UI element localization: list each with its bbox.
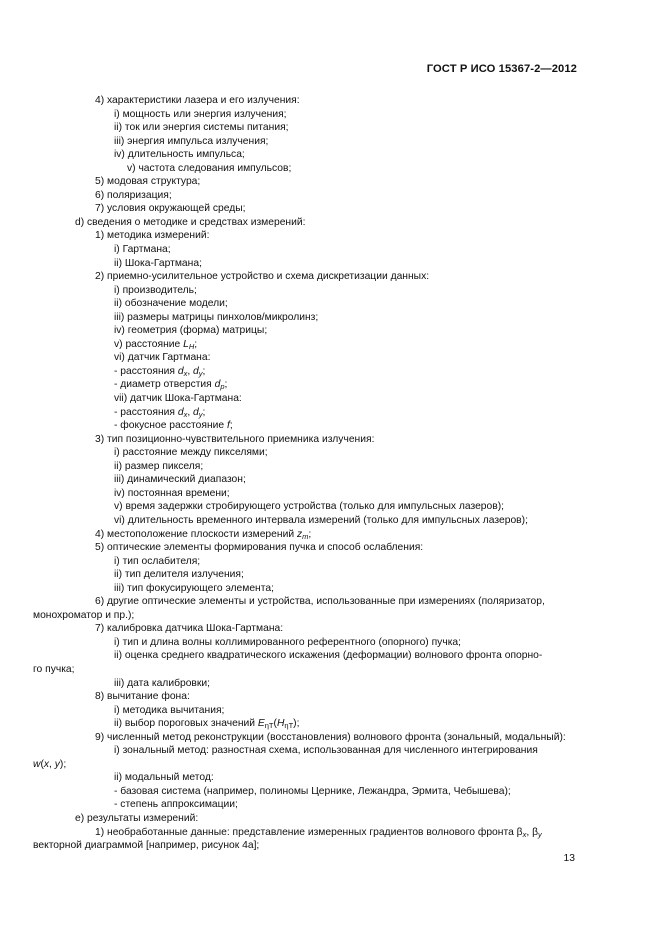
text-line [0,568,661,582]
text-line [0,324,661,338]
text-line [0,297,661,311]
text-line [0,731,661,745]
text-line [0,135,661,149]
text-line [0,446,661,460]
text-line [0,541,661,555]
text-line [0,717,661,731]
line-text: iv) геометрия (форма) матрицы; [114,325,268,337]
line-text: 7) калибровка датчика Шока-Гартмана: [95,623,284,635]
line-text: i) Гартмана; [114,244,171,256]
text-line [0,378,661,392]
line-text: - фокусное расстояние f; [114,420,233,432]
text-line [0,663,661,677]
line-text: i) тип и длина волны коллимированного референтного (опорного) пучка; [114,636,462,648]
line-text: w(x, y); [33,758,67,770]
line-text: 6) поляризация; [95,189,172,201]
line-text: iii) динамический диапазон; [114,474,246,486]
text-line [0,649,661,663]
text-line [0,202,661,216]
line-text: - диаметр отверстия $d_p$; [114,379,228,392]
text-line [0,826,661,840]
line-text: i) производитель; [114,284,197,296]
line-text: v) расстояние $L_H$; [114,338,198,351]
text-line [0,108,661,122]
line-text: ii) модальный метод: [114,772,214,784]
line-text: i) расстояние между пикселями; [114,447,268,459]
line-text: 4) характеристики лазера и его излучения: [95,95,300,106]
text-line [0,785,661,799]
line-text: 1) методика измерений: [95,230,210,242]
line-text: 8) вычитание фона: [95,691,190,703]
text-line [0,677,661,691]
line-text: i) мощность или энергия излучения; [114,108,287,120]
line-text: iii) тип фокусирующего элемента; [114,582,274,594]
line-text: ii) оценка среднего квадратического искажения (деформации) волнового фронта опорно- [114,650,543,662]
text-line [0,528,661,542]
page-number: 13 [563,853,575,864]
line-text: - расстояния $d_x$, $d_y$; [114,406,206,419]
line-text: ii) Шока-Гартмана; [114,257,202,269]
line-text: 5) оптические элементы формирования пучка и способ ослабления: [95,542,424,554]
text-line [0,473,661,487]
line-text: ii) обозначение модели; [114,298,228,310]
text-line [0,351,661,365]
text-line [0,758,661,772]
line-text: i) методика вычитания; [114,704,225,716]
line-text: монохроматор и пр.); [33,609,135,621]
line-text: ii) выбор пороговых значений $E_{\eta T}(H_{\eta T})$; [114,718,300,731]
text-line [0,121,661,135]
text-line [0,500,661,514]
line-text: 3) тип позиционно-чувствительного приемника излучения: [95,433,375,445]
line-text: 4) местоположение плоскости измерений $z_m$; [95,528,312,541]
line-text: - расстояния $d_x$, $d_y$; [114,365,206,378]
text-line [0,162,661,176]
text-line [0,555,661,569]
text-line [0,189,661,203]
line-text: векторной диаграммой [например, рисунок 4а]; [33,840,260,852]
line-text: iii) энергия импульса излучения; [114,135,269,147]
text-line [0,433,661,447]
line-text: ii) ток или энергия системы питания; [114,122,289,134]
document-body [0,94,661,853]
text-line [0,148,661,162]
text-line [0,94,661,108]
text-line [0,229,661,243]
line-text: vi) длительность временного интервала измерений (только для импульсных лазеров); [114,514,528,526]
running-header: ГОСТ Р ИСО 15367-2—2012 [426,63,577,75]
text-line [0,460,661,474]
text-line [0,622,661,636]
text-line [0,270,661,284]
text-line [0,392,661,406]
line-text: 5) модовая структура; [95,176,201,188]
line-text: ii) тип делителя излучения; [114,569,244,581]
line-text: iv) постоянная времени; [114,487,230,499]
line-text: 9) численный метод реконструкции (восстановления) волнового фронта (зональный, модальный): [95,731,566,743]
text-line [0,216,661,230]
text-line [0,812,661,826]
text-line [0,365,661,379]
text-line [0,338,661,352]
line-text: 7) условия окружающей среды; [95,203,246,215]
text-line [0,595,661,609]
text-line [0,243,661,257]
text-line [0,487,661,501]
text-line [0,744,661,758]
line-text: го пучка; [33,663,75,675]
line-text: d) сведения о методике и средствах измерений: [75,216,306,228]
text-line [0,798,661,812]
line-text: 6) другие оптические элементы и устройства, использованные при измерениях (поляризатор, [95,596,545,608]
text-line [0,311,661,325]
line-text: i) тип ослабителя; [114,555,201,567]
line-text: 1) необработанные данные: представление измеренных градиентов волнового фронта $\beta_x$, $\beta_y$ [95,826,542,839]
text-line [0,690,661,704]
line-text: e) результаты измерений: [75,812,199,824]
text-line [0,704,661,718]
line-text: - степень аппроксимации; [114,799,238,811]
text-line [0,514,661,528]
line-text: - базовая система (например, полиномы Цернике, Лежандра, Эрмита, Чебышева); [114,785,511,797]
line-text: vi) датчик Гартмана: [114,352,211,364]
line-text: 2) приемно-усилительное устройство и схема дискретизации данных: [95,271,430,283]
line-text: iv) длительность импульса; [114,149,245,161]
text-line [0,419,661,433]
text-line [0,636,661,650]
text-line [0,175,661,189]
text-line [0,609,661,623]
text-line [0,284,661,298]
line-text: vii) датчик Шока-Гартмана: [114,393,242,405]
text-line [0,257,661,271]
text-line [0,406,661,420]
line-text: iii) дата калибровки; [114,677,211,689]
text-line [0,582,661,596]
line-text: iii) размеры матрицы пинхолов/микролинз; [114,311,319,323]
line-text: ii) размер пикселя; [114,460,204,472]
text-line [0,839,661,853]
line-text: v) частота следования импульсов; [127,162,292,174]
text-line [0,771,661,785]
line-text: i) зональный метод: разностная схема, использованная для численного интегрирования [114,745,538,757]
line-text: v) время задержки стробирующего устройства (только для импульсных лазеров); [114,501,505,513]
